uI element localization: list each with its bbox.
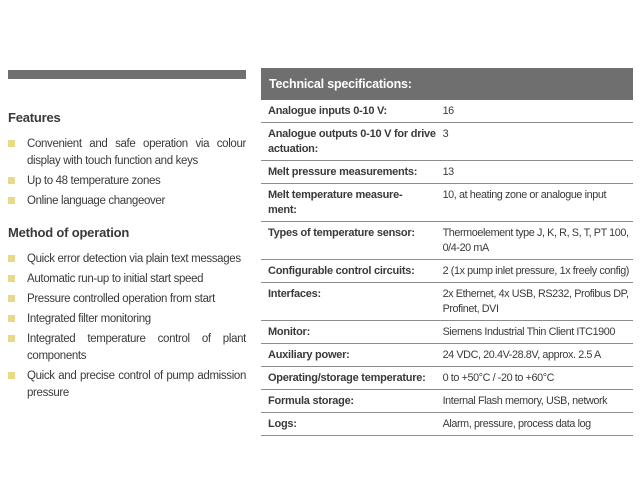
spec-value: Alarm, pressure, process data log <box>443 413 633 436</box>
spec-label: Types of temperature sensor: <box>261 222 443 260</box>
bullet-square-icon <box>8 295 15 302</box>
bullet-square-icon <box>8 140 15 147</box>
spec-value: 2x Ethernet, 4x USB, RS232, Profibus DP, Profinet, DVI <box>443 283 633 321</box>
method-item <box>8 331 246 365</box>
features-section <box>8 111 246 210</box>
feature-item <box>8 173 246 190</box>
method-item <box>8 251 246 268</box>
spec-value: 16 <box>443 100 633 123</box>
spec-row <box>261 367 633 390</box>
method-item <box>8 291 246 308</box>
spec-label: Analogue inputs 0-10 V: <box>261 100 443 123</box>
spec-label: Melt temperature measurement: <box>268 189 403 216</box>
feature-item <box>8 193 246 210</box>
bullet-square-icon <box>8 177 15 184</box>
spec-value: Internal Flash memory, USB, network <box>443 390 633 413</box>
spec-label: Operating/storage temperature: <box>261 367 443 390</box>
spec-value: 0 to +50°C / -20 to +60°C <box>443 367 633 390</box>
spec-row <box>261 390 633 413</box>
method-item <box>8 311 246 328</box>
method-item-text: Integrated filter monitoring <box>27 313 151 325</box>
method-heading: Method of operation <box>8 225 130 240</box>
spec-table-section <box>261 68 633 436</box>
feature-item <box>8 136 246 170</box>
method-item-text: Integrated temperature control of plant components <box>27 333 246 362</box>
spec-value: 2 (1x pump inlet pressure, 1x freely config) <box>443 260 633 283</box>
features-list <box>8 136 246 210</box>
feature-item-text: Convenient and safe operation via colour display with touch function and keys <box>27 138 246 167</box>
spec-label: Analogue outputs 0-10 V for drive actuation: <box>261 123 443 161</box>
bullet-square-icon <box>8 275 15 282</box>
bullet-square-icon <box>8 255 15 262</box>
spec-value: 10, at heating zone or analogue input <box>443 184 633 222</box>
spec-label: Melt pressure measurements: <box>261 161 443 184</box>
spec-label: Monitor: <box>261 321 443 344</box>
spec-row <box>261 222 633 260</box>
spec-value: 13 <box>443 161 633 184</box>
method-item-text: Quick error detection via plain text messages <box>27 253 241 265</box>
spec-label: Interfaces: <box>261 283 443 321</box>
method-item <box>8 271 246 288</box>
bullet-square-icon <box>8 197 15 204</box>
bullet-square-icon <box>8 372 15 379</box>
spec-row <box>261 184 633 222</box>
spec-label: Formula storage: <box>261 390 443 413</box>
spec-table <box>261 100 633 436</box>
spec-row <box>261 321 633 344</box>
section-divider-bar <box>8 70 246 79</box>
feature-item-text: Online language changeover <box>27 195 165 207</box>
spec-value: Siemens Industrial Thin Client ITC1900 <box>443 321 633 344</box>
method-list <box>8 251 246 402</box>
spec-table-title: Technical specifications: <box>261 68 633 100</box>
spec-row <box>261 344 633 367</box>
spec-row <box>261 260 633 283</box>
spec-row <box>261 413 633 436</box>
spec-row <box>261 161 633 184</box>
left-column <box>8 70 246 405</box>
spec-row <box>261 123 633 161</box>
features-heading: Features <box>8 110 61 125</box>
method-item-text: Quick and precise control of pump admission pressure <box>27 370 246 399</box>
spec-label: Auxiliary power: <box>261 344 443 367</box>
method-item <box>8 368 246 402</box>
spec-row <box>261 100 633 123</box>
spec-value: Thermoelement type J, K, R, S, T, PT 100, 0/4-20 mA <box>443 222 633 260</box>
spec-value: 3 <box>443 123 633 161</box>
method-item-text: Pressure controlled operation from start <box>27 293 215 305</box>
spec-value: 24 VDC, 20.4V-28.8V, approx. 2.5 A <box>443 344 633 367</box>
feature-item-text: Up to 48 temperature zones <box>27 175 161 187</box>
method-of-operation-section <box>8 226 246 402</box>
bullet-square-icon <box>8 335 15 342</box>
spec-label: Logs: <box>261 413 443 436</box>
spec-row <box>261 283 633 321</box>
spec-label: Configurable control circuits: <box>261 260 443 283</box>
bullet-square-icon <box>8 315 15 322</box>
method-item-text: Automatic run-up to initial start speed <box>27 273 204 285</box>
